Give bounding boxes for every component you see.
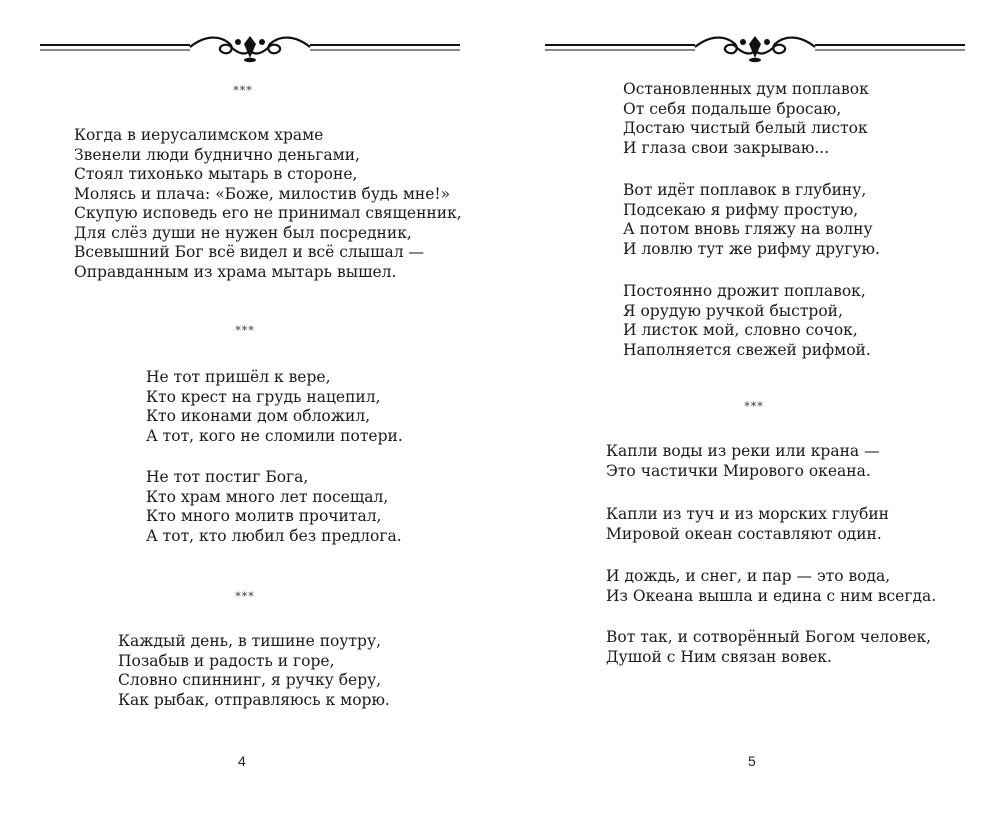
section-separator: ***	[235, 324, 255, 337]
poem-line: Мировой океан составляют один.	[606, 524, 882, 543]
header-ornament-icon	[40, 30, 460, 64]
poem-line: Достаю чистый белый листок	[623, 119, 868, 137]
poem-line: Для слёз души не нужен был посредник,	[74, 223, 412, 242]
poem-line: А тот, кто любил без предлога.	[146, 526, 402, 545]
poem-line: Оправданным из храма мытарь вышел.	[74, 262, 397, 281]
poem-line: Словно спиннинг, я ручку беру,	[118, 671, 382, 689]
poem-line: Душой с Ним связан вовек.	[606, 647, 832, 666]
poem-line: Вот так, и сотворённый Богом человек,	[606, 628, 932, 646]
poem-line: Кто крест на грудь нацепил,	[146, 387, 381, 406]
poem-stanza	[606, 628, 931, 667]
poem-stanza	[623, 181, 880, 259]
poem-line: Капли воды из реки или крана —	[606, 442, 880, 460]
poem-line: Каждый день, в тишине поутру,	[118, 632, 382, 650]
poem-line: Я орудую ручкой быстрой,	[623, 301, 843, 320]
poem-line: А тот, кого не сломили потери.	[146, 426, 403, 445]
poem-line: Наполняется свежей рифмой.	[623, 340, 871, 359]
poem-stanza	[146, 468, 402, 546]
poem-stanza	[74, 126, 462, 282]
page-number: 5	[748, 753, 756, 769]
poem-line: Как рыбак, отправляюсь к морю.	[118, 690, 390, 709]
poem-line: Кто иконами дом обложил,	[146, 407, 371, 425]
section-separator: ***	[235, 590, 255, 603]
poem-stanza	[118, 632, 390, 710]
poem-line: Из Океана вышла и едина с ним всегда.	[606, 586, 937, 605]
poem-line: И листок мой, словно сочок,	[623, 321, 858, 339]
poem-line: Кто много молитв прочитал,	[146, 507, 382, 525]
poem-line: Звенели люди буднично деньгами,	[74, 145, 360, 164]
poem-line: Это частички Мирового океана.	[606, 461, 871, 480]
poem-line: Не тот пришёл к вере,	[146, 368, 331, 386]
poem-stanza	[623, 80, 869, 158]
left-page	[0, 0, 500, 821]
poem-line: И глаза свои закрываю...	[623, 138, 830, 157]
poem-line: Кто храм много лет посещал,	[146, 487, 389, 506]
page-number: 4	[238, 753, 246, 769]
poem-line: Всевышний Бог всё видел и всё слышал —	[74, 243, 425, 261]
poem-stanza	[623, 282, 871, 360]
poem-line: Позабыв и радость и горе,	[118, 651, 335, 670]
poem-line: И ловлю тут же рифму другую.	[623, 239, 880, 258]
poem-line: Когда в иерусалимском храме	[74, 126, 324, 144]
poem-line: Молясь и плача: «Боже, милостив будь мне!»	[74, 184, 451, 203]
section-separator: ***	[233, 84, 253, 97]
poem-line: Скупую исповедь его не принимал священник,	[74, 204, 462, 222]
header-ornament-icon	[545, 30, 965, 64]
poem-line: Остановленных дум поплавок	[623, 80, 869, 98]
poem-line: Вот идёт поплавок в глубину,	[623, 181, 867, 199]
poem-line: А потом вновь гляжу на волну	[623, 220, 873, 238]
section-separator: ***	[744, 400, 764, 413]
poem-line: Подсекаю я рифму простую,	[623, 200, 859, 219]
poem-line: Капли из туч и из морских глубин	[606, 505, 889, 523]
poem-line: От себя подальше бросаю,	[623, 99, 842, 118]
poem-line: Постоянно дрожит поплавок,	[623, 282, 866, 300]
poem-stanza	[146, 368, 403, 446]
poem-stanza	[606, 505, 889, 544]
poem-line: Не тот постиг Бога,	[146, 468, 309, 486]
poem-line: Стоял тихонько мытарь в стороне,	[74, 165, 358, 183]
right-page	[500, 0, 1001, 821]
poem-stanza	[606, 442, 880, 481]
poem-line: И дождь, и снег, и пар — это вода,	[606, 567, 891, 585]
poem-stanza	[606, 567, 936, 606]
